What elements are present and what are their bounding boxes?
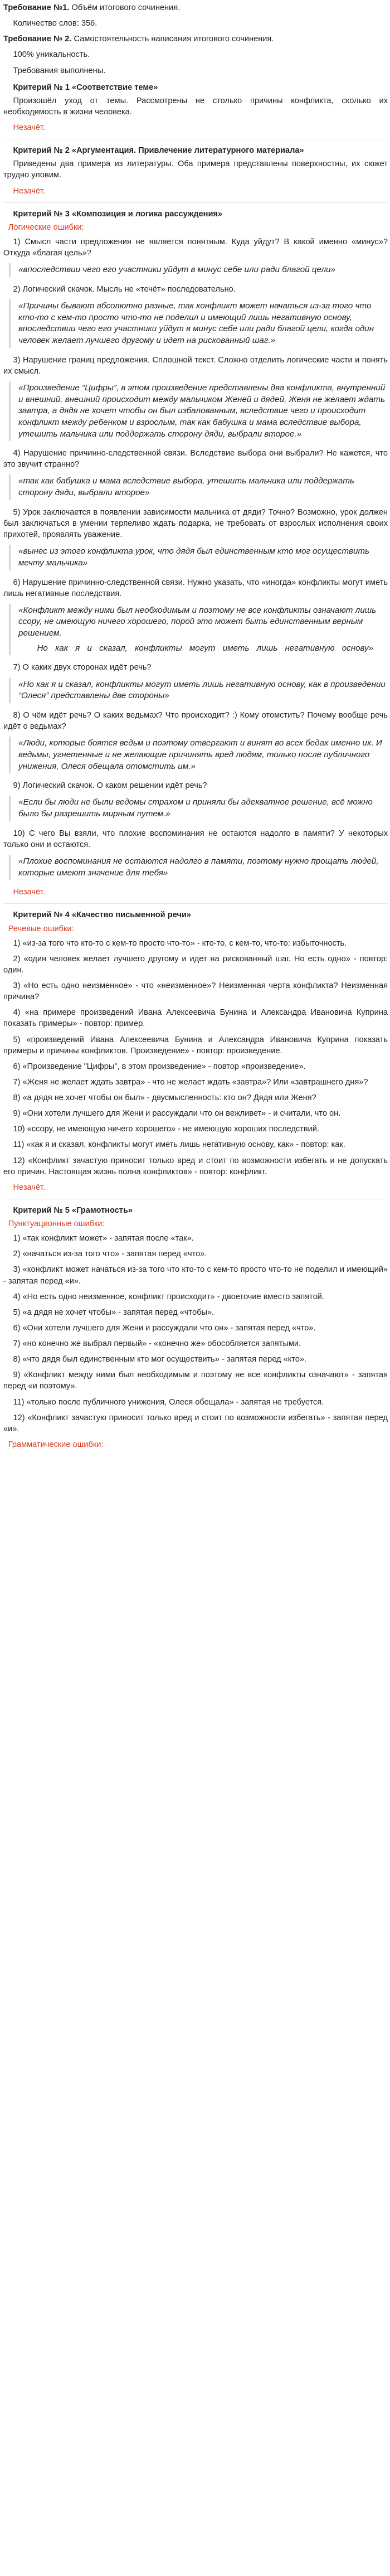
speech-error-item: 8) «а дядя не хочет чтобы он был» - двусмысленность: кто он? Дядя или Женя? [13, 1093, 316, 1103]
quote-text: Но как я и сказал, конфликты могут иметь лишь негативную основу» [37, 643, 373, 653]
criterion-title: Критерий № 5 «Грамотность» [13, 1205, 133, 1215]
logic-error-item: 1) Смысл части предложения не является понятным. Куда уйдут? В какой именно «минус»? Откуда «благая цель»? [3, 237, 388, 258]
criterion-comment: Произошёл уход от темы. Рассмотрены не столько причины конфликта, сколько их необходимость в жизни человека. [3, 96, 388, 117]
requirement-line: Требования выполнены. [13, 66, 106, 75]
criterion-4 [3, 909, 388, 1193]
divider [3, 903, 388, 904]
quote-text: «так как бабушка и мама вследствие выбора, утешить мальчика или поддержать сторону дяди, выбрали второе» [18, 476, 354, 498]
essay-quote [9, 381, 388, 441]
criterion-title: Критерий № 2 «Аргументация. Привлечение литературного материала» [13, 146, 304, 156]
speech-error-item: 1) «из-за того что кто-то с кем-то просто что-то» - кто-то, с кем-то, что-то: избыточность. [13, 938, 347, 948]
quote-text: «Плохие воспоминания не остаются надолго в памяти, поэтому нужно прощать людей, которые имеют значение для тебя» [18, 856, 379, 878]
requirement-line: Требование №1. Объём итогового сочинения. [3, 3, 181, 12]
quote-text: «Конфликт между ними был необходимым и поэтому не все конфликты означают лишь ссору, не имеющую ничего хорошего, порой это может быть единственным верным решением. [18, 605, 377, 638]
error-category: Пунктуационные ошибки: [8, 1219, 105, 1229]
requirement-1 [3, 2, 388, 29]
punctuation-error-item: 1) «так конфликт может» - запятая после «так». [13, 1234, 194, 1243]
logic-error-item: 8) О чём идёт речь? О каких ведьмах? Что происходит? :) Кому отомстить? Почему вообще речь идёт о ведьмах? [3, 710, 388, 732]
quote-text: «Если бы люди не были ведомы страхом и приняли бы адекватное решение, всё можно было бы разрешить мирным путем.» [18, 797, 373, 819]
speech-error-item: 3) «Но есть одно неизменное» - что «неизменное»? Неизменная черта конфликта? Неизменная причина? [3, 981, 388, 1002]
error-category: Речевые ошибки: [8, 924, 74, 933]
criterion-2 [3, 145, 388, 197]
requirement-line: Требование № 2. Самостоятельность написания итогового сочинения. [3, 35, 274, 44]
verdict: Незачёт. [13, 186, 46, 196]
logic-error-item: 10) С чего Вы взяли, что плохие воспоминания не остаются надолго в памяти? У некоторых только они и остаются. [3, 829, 388, 849]
speech-error-item: 2) «один человек желает лучшего другому и идет на рискованный шаг. Но есть одно» - повтор: один. [3, 954, 388, 975]
requirement-line: Количество слов: 356. [13, 19, 98, 28]
speech-error-item: 11) «как я и сказал, конфликты могут иметь лишь негативную основу, как» - повтор: как. [13, 1140, 345, 1150]
logic-error-item: 3) Нарушение границ предложения. Сплошной текст. Сложно отделить логические части и понять их смысл. [3, 355, 388, 376]
requirement-line: 100% уникальность. [13, 50, 90, 60]
speech-error-item: 5) «произведений Ивана Алексеевича Бунина и Александра Ивановича Куприна показать примеры и причины конфликтов. Произведение» - повтор: произведение. [3, 1035, 388, 1055]
quote-text: «Причины бывают абсолютно разные, так конфликт может начаться из-за того что кто-то с кем-то просто что-то не поделил и имеющий лишь негативную основу, впоследствии чего его участники уйдут в минус себе или ради благой цели, когда один человек желает лучшего другому и идет на рискованный шаг.» [18, 301, 374, 345]
punctuation-error-item: 4) «Но есть одно неизменное, конфликт происходит» - двоеточие вместо запятой. [13, 1292, 324, 1301]
essay-quote [9, 678, 388, 703]
verdict: Незачёт. [13, 888, 46, 897]
essay-quote [9, 855, 388, 880]
criterion-5 [3, 1205, 388, 1450]
verdict: Незачёт. [13, 123, 46, 132]
requirement-2 [3, 33, 388, 76]
quote-text: «Но как я и сказал, конфликты могут иметь лишь негативную основу, как в произведении “Олеся” представлены две стороны» [18, 679, 386, 701]
speech-error-item: 6) «Произведение "Цифры", в этом произведение» - повтор «произведение». [13, 1062, 306, 1071]
criterion-1 [3, 82, 388, 134]
criterion-title: Критерий № 4 «Качество письменной речи» [13, 911, 191, 920]
logic-error-item: 4) Нарушение причинно-следственной связи. Вследствие выбора они выбрали? Не кажется, что это звучит странно? [3, 449, 388, 469]
essay-quote [9, 474, 388, 500]
speech-error-item: 10) «ссору, не имеющую ничего хорошего» - не имеющую хороших последствий. [13, 1125, 319, 1134]
punctuation-error-item: 8) «что дядя был единственным кто мог осуществить» - запятая перед «кто». [13, 1355, 307, 1364]
punctuation-error-item: 12) «Конфликт зачастую приносит только вред и стоит по возможности избегать» - запятая перед «и». [3, 1413, 388, 1434]
logic-error-item: 5) Урок заключается в появлении зависимости мальчика от дяди? Точно? Возможно, урок должен был заключаться в умении терпеливо ждать подарка, не требовать от взрослых исполнения своих прихотей, проявлять уважение. [3, 507, 388, 540]
error-category: Грамматические ошибки: [8, 1440, 104, 1449]
verdict: Незачёт. [13, 1183, 46, 1192]
punctuation-error-item: 6) «Они хотели лучшего для Жени и рассуждали что он» - запятая перед «что». [13, 1323, 316, 1333]
punctuation-error-item: 7) «но конечно же выбрал первый» - «конечно же» обособляется запятыми. [13, 1339, 301, 1349]
punctuation-error-item: 9) «Конфликт между ними был необходимым и поэтому не все конфликты означают» - запятая перед «и поэтому». [3, 1371, 388, 1391]
punctuation-error-item: 3) «конфликт может начаться из-за того что кто-то с кем-то просто что-то не поделил и имеющий» - запятая перед «и». [3, 1265, 388, 1286]
quote-text: «Произведение “Цифры”, в этом произведение представлены два конфликта, внутренний и внешний, внешний происходит между мальчиком Женей и дядей, Женя не желает ждать завтра, а дядя не хочет чтобы он был избалованным, вследствие чего и происходит конфликт между ребенком и взрослым, так как бабушка и мама вследствие выбора, утешить мальчика или поддержать сторону дяди, выбрали второе.» [18, 382, 386, 439]
error-category: Логические ошибки: [8, 222, 84, 232]
punctuation-error-item: 2) «начаться из-за того что» - запятая перед «что». [13, 1250, 207, 1259]
punctuation-error-item: 11) «только после публичного унижения, Олеся обещала» - запятая не требуется. [13, 1397, 324, 1407]
essay-quote [9, 737, 388, 773]
speech-error-item: 4) «на примере произведений Ивана Алексеевича Бунина и Александра Ивановича Куприна показать примеры» - повтор: пример. [3, 1008, 388, 1029]
criterion-title: Критерий № 3 «Композиция и логика рассуждения» [13, 209, 223, 219]
speech-error-item: 7) «Женя не желает ждать завтра» - что не желает ждать «завтра»? Или «завтрашнего дня»? [13, 1077, 368, 1087]
speech-error-item: 9) «Они хотели лучшего для Жени и рассуждали что он вежливет» - и считали, что он. [13, 1109, 341, 1118]
logic-error-item: 7) О каких двух сторонах идёт речь? [13, 663, 152, 672]
criterion-comment: Приведены два примера из литературы. Оба примера представлены поверхностны, их сюжет трудно уловим. [3, 159, 388, 180]
criterion-3 [3, 209, 388, 898]
quote-text: «впоследствии чего его участники уйдут в минус себе или ради благой цели» [18, 265, 335, 275]
essay-quote [9, 263, 388, 277]
logic-error-item: 9) Логический скачок. О каком решении идёт речь? [13, 781, 207, 791]
divider [3, 202, 388, 203]
essay-quote [9, 604, 388, 656]
speech-error-item: 12) «Конфликт зачастую приносит только вред и стоит по возможности избегать и не допускать его причин. Настоящая жизнь полна конфликтов» - повтор: конфликт. [3, 1156, 388, 1176]
essay-quote [9, 545, 388, 570]
logic-error-item: 2) Логический скачок. Мысль не «течёт» последовательно. [13, 284, 236, 294]
quote-text: «вынес из этого конфликта урок, что дядя был единственным кто мог осуществить мечту мальчика» [18, 546, 370, 568]
essay-quote [9, 796, 388, 821]
quote-text: «Люди, которые боятся ведьм и поэтому отвергают и винят во всех бедах именно их. И ведьмы, угнетенные и не желающие причинять вред людям, только после публичного унижения, Олеся обещала отомстить им.» [18, 738, 382, 771]
essay-quote [9, 299, 388, 348]
punctuation-error-item: 5) «а дядя не хочет чтобы» - запятая перед «чтобы». [13, 1308, 214, 1317]
logic-error-item: 6) Нарушение причинно-следственной связи. Нужно указать, что «иногда» конфликты могут иметь лишь негативные последствия. [3, 578, 388, 598]
criterion-title: Критерий № 1 «Соответствие теме» [13, 83, 158, 92]
